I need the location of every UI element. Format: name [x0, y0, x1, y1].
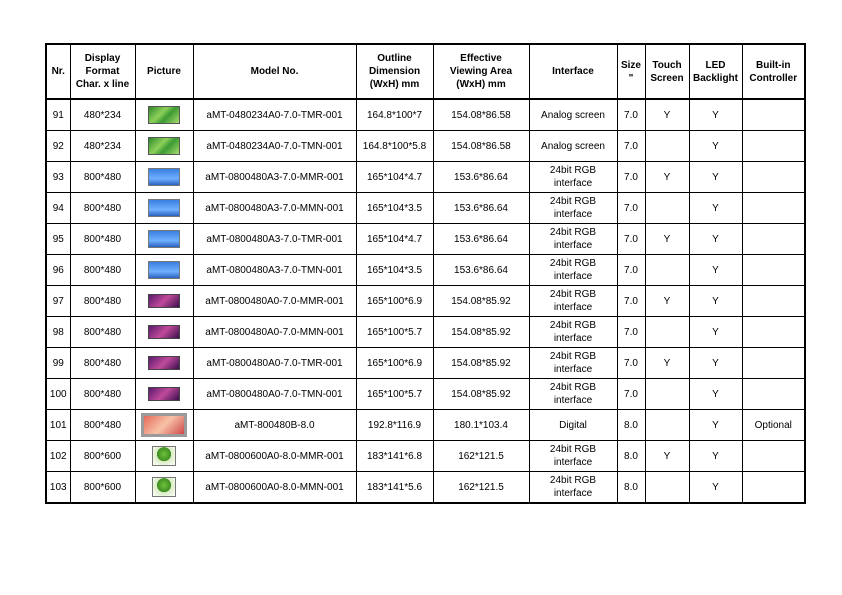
cell-controller — [742, 286, 805, 317]
cell-touch: Y — [645, 99, 689, 131]
cell-touch: Y — [645, 348, 689, 379]
cell-format: 800*480 — [70, 317, 135, 348]
cell-picture — [135, 286, 193, 317]
cell-controller — [742, 193, 805, 224]
cell-controller — [742, 317, 805, 348]
cell-picture — [135, 162, 193, 193]
cell-nr: 92 — [46, 131, 70, 162]
cell-interface — [529, 224, 617, 255]
table-row — [46, 255, 805, 286]
cell-interface — [529, 317, 617, 348]
cell-touch: Y — [645, 162, 689, 193]
table-row — [46, 224, 805, 255]
cell-viewing-area: 154.08*85.92 — [433, 379, 529, 410]
table-row — [46, 441, 805, 472]
cell-nr: 102 — [46, 441, 70, 472]
header-nr: Nr. — [46, 44, 70, 99]
cell-touch — [645, 472, 689, 504]
cell-viewing-area: 153.6*86.64 — [433, 193, 529, 224]
interface-line-1: 24bit RGB — [549, 320, 597, 331]
cell-viewing-area: 153.6*86.64 — [433, 224, 529, 255]
cell-picture — [135, 131, 193, 162]
interface-line-1: Analog screen — [541, 109, 605, 121]
cell-picture — [135, 317, 193, 348]
cell-outline: 165*100*6.9 — [356, 286, 433, 317]
cell-nr: 95 — [46, 224, 70, 255]
cell-interface — [529, 472, 617, 504]
cell-led: Y — [689, 379, 742, 410]
interface-line-2: interface — [553, 333, 593, 344]
cell-nr: 100 — [46, 379, 70, 410]
cell-format: 800*480 — [70, 162, 135, 193]
cell-controller — [742, 162, 805, 193]
cell-touch — [645, 317, 689, 348]
cell-interface — [529, 286, 617, 317]
cell-led: Y — [689, 441, 742, 472]
interface-line-2: interface — [553, 240, 593, 251]
header-row — [46, 44, 805, 99]
table-row — [46, 99, 805, 131]
cell-led: Y — [689, 410, 742, 441]
interface-line-1: Analog screen — [541, 140, 605, 152]
cell-led: Y — [689, 317, 742, 348]
cell-outline: 165*100*5.7 — [356, 379, 433, 410]
table-row — [46, 162, 805, 193]
header-display-format: Display Format Char. x line — [70, 44, 135, 99]
cell-interface — [529, 348, 617, 379]
cell-format: 800*480 — [70, 193, 135, 224]
green-leaf-image — [148, 137, 180, 155]
cell-nr: 101 — [46, 410, 70, 441]
cell-nr: 99 — [46, 348, 70, 379]
cell-controller: Optional — [742, 410, 805, 441]
cell-interface — [529, 162, 617, 193]
cell-size: 7.0 — [617, 162, 645, 193]
cell-touch — [645, 410, 689, 441]
interface-line-1: 24bit RGB — [549, 196, 597, 207]
interface-line-2: interface — [553, 302, 593, 313]
interface-line-1: 24bit RGB — [549, 351, 597, 362]
cell-outline: 192.8*116.9 — [356, 410, 433, 441]
cell-nr: 93 — [46, 162, 70, 193]
cell-size: 8.0 — [617, 441, 645, 472]
interface-line-1: 24bit RGB — [549, 444, 597, 455]
table-row — [46, 348, 805, 379]
interface-line-1: 24bit RGB — [549, 227, 597, 238]
cell-outline: 165*104*4.7 — [356, 162, 433, 193]
cell-viewing-area: 153.6*86.64 — [433, 255, 529, 286]
cell-controller — [742, 472, 805, 504]
header-led: LED Backlight — [689, 44, 742, 99]
cell-controller — [742, 348, 805, 379]
interface-line-2: interface — [553, 209, 593, 220]
cell-viewing-area: 154.08*85.92 — [433, 286, 529, 317]
cell-viewing-area: 154.08*86.58 — [433, 131, 529, 162]
cell-outline: 164.8*100*5.8 — [356, 131, 433, 162]
cell-model: aMT-0800600A0-8.0-MMR-001 — [193, 441, 356, 472]
cell-outline: 165*100*5.7 — [356, 317, 433, 348]
cell-outline: 165*100*6.9 — [356, 348, 433, 379]
cell-controller — [742, 99, 805, 131]
cell-format: 480*234 — [70, 99, 135, 131]
cell-model: aMT-0480234A0-7.0-TMN-001 — [193, 131, 356, 162]
cell-viewing-area: 154.08*85.92 — [433, 348, 529, 379]
interface-line-1: 24bit RGB — [549, 258, 597, 269]
cell-led: Y — [689, 255, 742, 286]
cell-size: 7.0 — [617, 193, 645, 224]
purple-screen-image — [148, 356, 180, 370]
cell-nr: 103 — [46, 472, 70, 504]
cell-size: 7.0 — [617, 286, 645, 317]
cell-size: 7.0 — [617, 348, 645, 379]
cell-size: 8.0 — [617, 410, 645, 441]
cell-picture — [135, 379, 193, 410]
cell-model: aMT-0800480A3-7.0-TMN-001 — [193, 255, 356, 286]
cell-touch — [645, 131, 689, 162]
cell-controller — [742, 441, 805, 472]
cell-nr: 98 — [46, 317, 70, 348]
interface-line-2: interface — [553, 178, 593, 189]
cell-interface — [529, 255, 617, 286]
interface-line-1: 24bit RGB — [549, 289, 597, 300]
cell-outline: 165*104*4.7 — [356, 224, 433, 255]
cell-interface — [529, 99, 617, 131]
pink-screen-image — [141, 413, 187, 437]
cell-model: aMT-800480B-8.0 — [193, 410, 356, 441]
interface-line-2: interface — [553, 488, 593, 499]
cell-touch: Y — [645, 441, 689, 472]
cell-interface — [529, 379, 617, 410]
cell-nr: 97 — [46, 286, 70, 317]
interface-line-1: 24bit RGB — [549, 475, 597, 486]
header-touch: Touch Screen — [645, 44, 689, 99]
cell-controller — [742, 224, 805, 255]
cell-format: 800*480 — [70, 255, 135, 286]
cell-picture — [135, 255, 193, 286]
cell-interface — [529, 410, 617, 441]
cell-picture — [135, 472, 193, 504]
cell-size: 7.0 — [617, 224, 645, 255]
cell-led: Y — [689, 286, 742, 317]
cell-format: 800*480 — [70, 410, 135, 441]
purple-screen-image — [148, 387, 180, 401]
table-row — [46, 286, 805, 317]
cell-controller — [742, 255, 805, 286]
blue-screen-image — [148, 261, 180, 279]
interface-line-1: 24bit RGB — [549, 382, 597, 393]
cell-format: 800*480 — [70, 348, 135, 379]
cell-touch — [645, 379, 689, 410]
cell-size: 7.0 — [617, 99, 645, 131]
cell-format: 800*480 — [70, 224, 135, 255]
interface-line-2: interface — [553, 395, 593, 406]
cell-model: aMT-0800480A0-7.0-TMR-001 — [193, 348, 356, 379]
cell-led: Y — [689, 99, 742, 131]
header-model: Model No. — [193, 44, 356, 99]
cell-picture — [135, 224, 193, 255]
tree-screen-image — [152, 477, 176, 497]
product-table — [45, 43, 806, 504]
table-row — [46, 317, 805, 348]
cell-controller — [742, 131, 805, 162]
cell-picture — [135, 348, 193, 379]
cell-touch: Y — [645, 224, 689, 255]
cell-led: Y — [689, 131, 742, 162]
cell-interface — [529, 441, 617, 472]
cell-size: 7.0 — [617, 255, 645, 286]
cell-viewing-area: 162*121.5 — [433, 472, 529, 504]
cell-nr: 91 — [46, 99, 70, 131]
header-outline: Outline Dimension (WxH) mm — [356, 44, 433, 99]
cell-picture — [135, 193, 193, 224]
cell-led: Y — [689, 193, 742, 224]
blue-screen-image — [148, 230, 180, 248]
blue-screen-image — [148, 199, 180, 217]
cell-size: 7.0 — [617, 379, 645, 410]
cell-outline: 183*141*5.6 — [356, 472, 433, 504]
header-interface: Interface — [529, 44, 617, 99]
interface-line-2: interface — [553, 271, 593, 282]
cell-format: 800*600 — [70, 472, 135, 504]
blue-screen-image — [148, 168, 180, 186]
cell-size: 8.0 — [617, 472, 645, 504]
cell-model: aMT-0800480A0-7.0-MMN-001 — [193, 317, 356, 348]
cell-outline: 164.8*100*7 — [356, 99, 433, 131]
cell-model: aMT-0800480A0-7.0-MMR-001 — [193, 286, 356, 317]
cell-picture — [135, 99, 193, 131]
cell-nr: 94 — [46, 193, 70, 224]
cell-led: Y — [689, 162, 742, 193]
table-row — [46, 131, 805, 162]
cell-viewing-area: 153.6*86.64 — [433, 162, 529, 193]
interface-line-2: interface — [553, 457, 593, 468]
cell-viewing-area: 154.08*85.92 — [433, 317, 529, 348]
cell-touch — [645, 255, 689, 286]
cell-picture — [135, 410, 193, 441]
cell-led: Y — [689, 472, 742, 504]
table-row — [46, 472, 805, 504]
cell-viewing-area: 180.1*103.4 — [433, 410, 529, 441]
table-row — [46, 193, 805, 224]
cell-model: aMT-0800600A0-8.0-MMN-001 — [193, 472, 356, 504]
cell-interface — [529, 131, 617, 162]
cell-model: aMT-0800480A0-7.0-TMN-001 — [193, 379, 356, 410]
cell-format: 480*234 — [70, 131, 135, 162]
cell-outline: 183*141*6.8 — [356, 441, 433, 472]
header-controller: Built-in Controller — [742, 44, 805, 99]
cell-format: 800*600 — [70, 441, 135, 472]
cell-led: Y — [689, 348, 742, 379]
cell-size: 7.0 — [617, 317, 645, 348]
interface-line-1: 24bit RGB — [549, 165, 597, 176]
header-viewing-area: Effective Viewing Area (WxH) mm — [433, 44, 529, 99]
cell-outline: 165*104*3.5 — [356, 255, 433, 286]
table-row — [46, 379, 805, 410]
cell-viewing-area: 154.08*86.58 — [433, 99, 529, 131]
cell-touch — [645, 193, 689, 224]
cell-interface — [529, 193, 617, 224]
cell-model: aMT-0800480A3-7.0-MMR-001 — [193, 162, 356, 193]
cell-outline: 165*104*3.5 — [356, 193, 433, 224]
tree-screen-image — [152, 446, 176, 466]
cell-model: aMT-0480234A0-7.0-TMR-001 — [193, 99, 356, 131]
cell-led: Y — [689, 224, 742, 255]
header-size: Size " — [617, 44, 645, 99]
cell-controller — [742, 379, 805, 410]
cell-nr: 96 — [46, 255, 70, 286]
cell-format: 800*480 — [70, 286, 135, 317]
table-row — [46, 410, 805, 441]
green-leaf-image — [148, 106, 180, 124]
header-picture: Picture — [135, 44, 193, 99]
cell-touch: Y — [645, 286, 689, 317]
interface-line-2: interface — [553, 364, 593, 375]
cell-size: 7.0 — [617, 131, 645, 162]
cell-model: aMT-0800480A3-7.0-TMR-001 — [193, 224, 356, 255]
cell-picture — [135, 441, 193, 472]
table-body — [46, 99, 805, 503]
cell-model: aMT-0800480A3-7.0-MMN-001 — [193, 193, 356, 224]
purple-screen-image — [148, 294, 180, 308]
cell-format: 800*480 — [70, 379, 135, 410]
interface-line-1: Digital — [559, 419, 587, 431]
purple-screen-image — [148, 325, 180, 339]
cell-viewing-area: 162*121.5 — [433, 441, 529, 472]
